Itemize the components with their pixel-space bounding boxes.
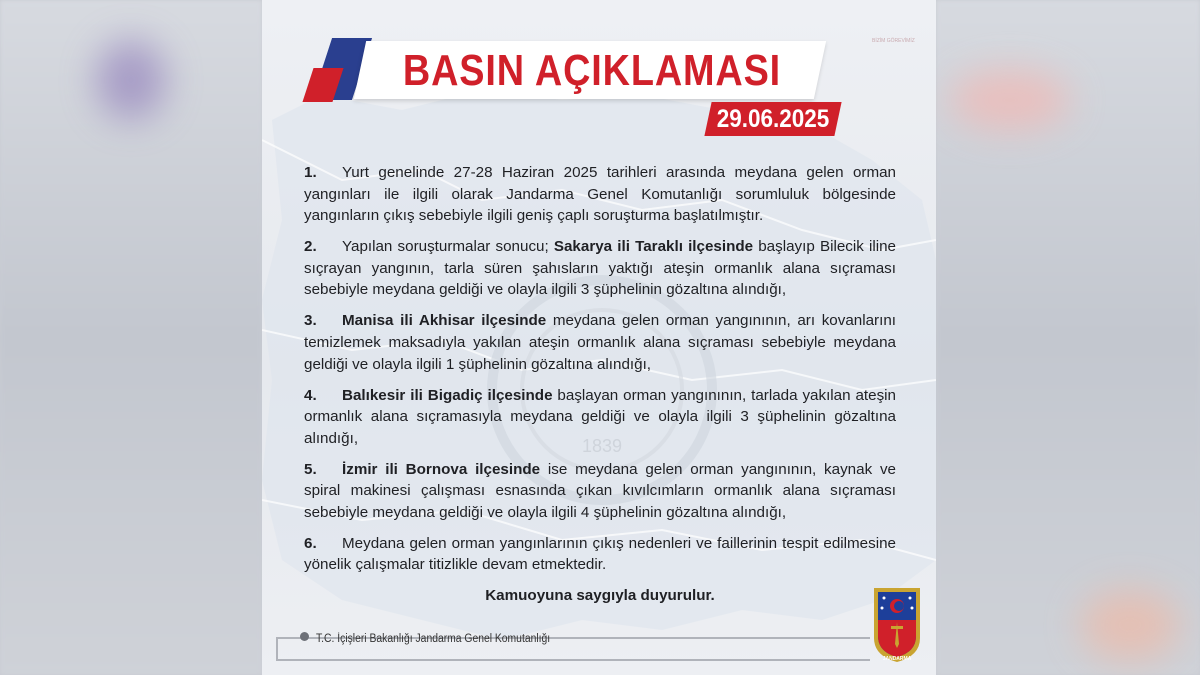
footer-bullet-icon [300,632,309,641]
paragraph-number: 6. [304,534,317,552]
numbered-paragraph [304,385,896,450]
paragraph-text: Yapılan soruşturmalar sonucu; [342,238,554,256]
paragraph-number: 1. [304,164,317,181]
numbered-paragraph [304,310,896,375]
numbered-paragraph [304,236,896,301]
location-highlight: İzmir ili Bornova ilçesinde [342,460,541,478]
jandarma-emblem-icon [870,586,924,664]
right-blurred-header-blob [950,70,1070,130]
location-highlight: Sakarya ili Taraklı ilçesinde [553,238,754,256]
paragraph-text: Yurt genelinde 27-28 Haziran 2025 tarihleri arasında meydana gelen orman yangınları ile ilgili olarak Jandarma Genel Komutanlığı sorumluluk bölgesinde yangınların çıkış sebebiyle ilgili geniş çaplı soruşturma başlatılmıştır. [304,164,896,225]
paragraph-text: meydana gelen orman yangınının, arı kovanlarını temizlemek maksadıyla yakılan ateşin ormanlık alana sıçraması sebebiyle meydana geldiği ve olayla ilgili 1 şüphelinin gözaltına alındığı, [304,312,896,373]
header-tag: BİZİM GÖREVİMİZ [872,38,915,44]
location-highlight: Balıkesir ili Bigadiç ilçesinde [342,386,553,404]
numbered-paragraph [304,533,896,576]
location-highlight: Manisa ili Akhisar ilçesinde [342,312,547,330]
paragraph-text: ise meydana gelen orman yangınının, kaynak ve spiral makinesi çalışması esnasında çıkan kıvılcımların ormanlık alana sıçraması sebebiyle meydana geldiği ve olayla ilgili 4 şüphelinin gözaltına alındığı, [304,460,896,521]
page-title: BASIN AÇIKLAMASI [402,46,782,95]
paragraph-number: 3. [304,312,317,330]
paragraph-number: 5. [304,460,317,478]
left-blurred-header-blob [96,40,166,120]
watermark-year: 1839 [581,436,623,456]
press-release-card [262,0,936,675]
paragraph-text: başlayan orman yangınının, tarlada yakılan ateşin ormanlık alana sıçramasıyla meydana geldiği ve olayla ilgili 3 şüphelinin gözaltına alındığı, [304,386,896,447]
paragraph-number: 2. [304,238,317,256]
right-blurred-emblem-blob [1080,590,1180,660]
closing-statement: Kamuoyuna saygıyla duyurulur. [485,587,715,605]
numbered-paragraph [304,459,896,524]
paragraph-list [304,162,896,576]
emblem-label: JANDARMA [882,656,912,662]
numbered-paragraph [304,162,896,227]
release-date: 29.06.2025 [716,105,830,133]
paragraph-number: 4. [304,386,317,404]
footer-organization: T.C. İçişleri Bakanlığı Jandarma Genel Komutanlığı [316,633,551,645]
press-release-body [304,162,896,607]
paragraph-text: Meydana gelen orman yangınlarının çıkış nedenleri ve faillerinin tespit edilmesine yönelik çalışmalar titizlikle devam etmektedir. [304,534,896,574]
paragraph-text: başlayıp Bilecik iline sıçrayan yangının, tarla süren şahısların yaktığı ateşin ormanlık alana sıçraması sebebiyle meydana geldiği ve olayla ilgili 3 şüphelinin gözaltına alındığı, [304,238,896,299]
